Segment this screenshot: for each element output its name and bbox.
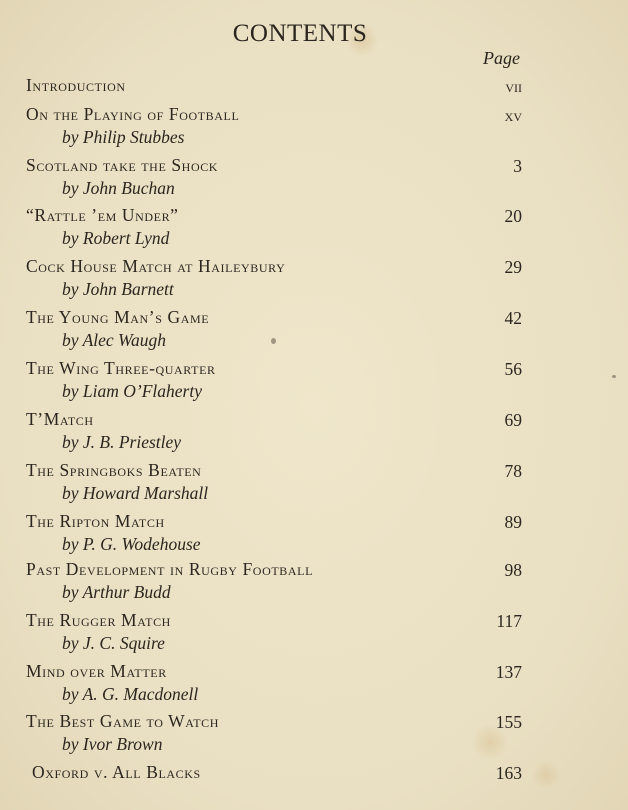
entry-author: by A. G. Macdonell [62,684,199,704]
entry-title: The Rugger Match [26,610,171,630]
entry-page-number: 42 [504,308,522,328]
entry-author: by Alec Waugh [62,330,167,350]
entry-title: Cock House Match at Haileybury [26,256,286,276]
entry-page-number: 89 [504,512,522,532]
ink-spot [612,375,616,378]
entry-title: The Wing Three-quarter [26,358,216,378]
entry-title: Mind over Matter [26,661,167,681]
entry-author: by Robert Lynd [62,228,170,248]
entry-page-number: 117 [496,611,522,631]
entry-title: The Ripton Match [26,511,165,531]
entry-page-number: 3 [513,156,522,176]
ink-spot [271,338,276,344]
entry-title: “Rattle ’em Under” [26,205,179,225]
entry-author: by John Buchan [62,178,175,198]
entry-title: The Best Game to Watch [26,711,220,731]
entry-page-number: vii [505,76,522,96]
entry-author: by Liam O’Flaherty [62,381,202,401]
entry-title: The Young Man’s Game [26,307,210,327]
entry-page-number: 56 [504,359,522,379]
entry-page-number: 29 [504,257,522,277]
page-title: CONTENTS [232,20,368,47]
entry-author: by Philip Stubbes [62,127,185,147]
entry-page-number: 163 [495,763,522,783]
entry-author: by Howard Marshall [62,483,209,503]
entry-author: by Arthur Budd [62,582,171,602]
entry-page-number: 137 [495,662,522,682]
entry-author: by P. G. Wodehouse [62,534,201,554]
entry-title: The Springboks Beaten [26,460,202,480]
entry-author: by J. C. Squire [62,633,165,653]
entry-page-number: 98 [504,560,522,580]
page-column-heading: Page [483,48,520,68]
entry-title: Oxford v. All Blacks [32,762,201,782]
entry-page-number: xv [504,105,522,125]
entry-author: by John Barnett [62,279,174,299]
entry-author: by Ivor Brown [62,734,163,754]
entry-title: T’Match [26,409,94,429]
entry-page-number: 20 [504,206,522,226]
entry-author: by J. B. Priestley [62,432,182,452]
entry-title: Introduction [26,75,126,95]
entry-page-number: 69 [504,410,522,430]
entry-title: On the Playing of Football [26,104,240,124]
entry-title: Scotland take the Shock [26,155,219,175]
entry-page-number: 155 [495,712,522,732]
entry-title: Past Development in Rugby Football [26,559,313,579]
entry-page-number: 78 [504,461,522,481]
